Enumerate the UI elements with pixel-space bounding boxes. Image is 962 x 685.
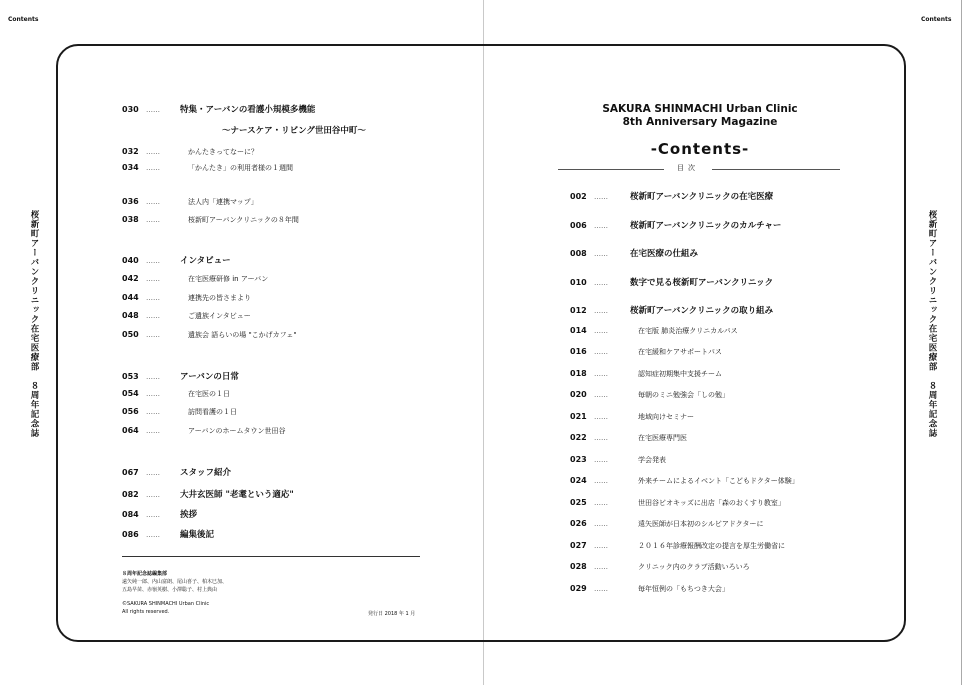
toc-entry bbox=[570, 498, 785, 508]
toc-entry bbox=[570, 369, 722, 379]
toc-leader-dots: …… bbox=[146, 106, 160, 114]
toc-title: インタビュー bbox=[180, 256, 231, 266]
toc-leader-dots: …… bbox=[146, 198, 160, 206]
toc-entry bbox=[570, 562, 750, 572]
toc-page-number: 032 bbox=[122, 147, 139, 156]
toc-title: 数字で見る桜新町アーバンクリニック bbox=[630, 278, 774, 288]
toc-entry bbox=[122, 426, 285, 436]
magazine-title bbox=[600, 103, 800, 129]
toc-leader-dots: …… bbox=[146, 216, 160, 224]
toc-leader-dots: …… bbox=[594, 413, 608, 421]
toc-page-number: 048 bbox=[122, 311, 139, 320]
toc-title: 遠矢医師が日本初のシルビアドクターに bbox=[638, 520, 764, 528]
toc-page-number: 054 bbox=[122, 389, 139, 398]
toc-title: 在宅版 肺炎治療クリニカルパス bbox=[638, 327, 738, 335]
toc-title: スタッフ紹介 bbox=[180, 468, 232, 478]
toc-title: 桜新町アーバンクリニックの８年間 bbox=[188, 216, 299, 224]
mokuji-rule-right bbox=[712, 169, 840, 170]
toc-leader-dots: …… bbox=[594, 434, 608, 442]
toc-leader-dots: …… bbox=[146, 164, 160, 172]
toc-entry bbox=[570, 412, 694, 422]
toc-title: 世田谷ビオキッズに出店「森のおくすり教室」 bbox=[638, 499, 785, 507]
toc-title: 在宅医療研修 in アーバン bbox=[188, 275, 269, 283]
toc-leader-dots: …… bbox=[594, 585, 608, 593]
toc-subtitle: 〜ナースケア・リビング世田谷中町〜 bbox=[222, 126, 366, 136]
toc-title: 大井玄医師 "老耄という適応" bbox=[180, 490, 294, 500]
toc-page-number: 030 bbox=[122, 105, 139, 114]
toc-title: アーバンのホームタウン世田谷 bbox=[188, 427, 286, 435]
toc-entry bbox=[570, 519, 764, 529]
toc-leader-dots: …… bbox=[146, 312, 160, 320]
issue-date: 発行日 2018 年 1 月 bbox=[368, 611, 416, 617]
toc-entry bbox=[122, 254, 231, 266]
toc-title: 特集・アーバンの看護小規模多機能 bbox=[180, 105, 316, 115]
toc-entry bbox=[570, 541, 785, 551]
toc-leader-dots: …… bbox=[594, 456, 608, 464]
content-frame bbox=[56, 44, 906, 642]
toc-title: ２０１６年診療報酬改定の提言を厚生労働省に bbox=[638, 542, 785, 550]
toc-entry bbox=[570, 190, 773, 202]
toc-entry bbox=[122, 528, 214, 540]
toc-entry bbox=[122, 147, 258, 157]
toc-title: 「かんたき」の利用者様の１週間 bbox=[188, 164, 293, 172]
toc-page-number: 044 bbox=[122, 293, 139, 302]
toc-page-number: 056 bbox=[122, 407, 139, 416]
toc-entry bbox=[570, 304, 773, 316]
toc-page-number: 036 bbox=[122, 197, 139, 206]
toc-leader-dots: …… bbox=[146, 148, 160, 156]
copyright-text: ©SAKURA SHINMACHI Urban Clinic bbox=[122, 601, 210, 607]
toc-leader-dots: …… bbox=[146, 491, 160, 499]
toc-title: 認知症初期集中支援チーム bbox=[638, 370, 722, 378]
toc-leader-dots: …… bbox=[594, 499, 608, 507]
toc-leader-dots: …… bbox=[146, 373, 160, 381]
toc-page-number: 018 bbox=[570, 369, 587, 378]
toc-leader-dots: …… bbox=[146, 531, 160, 539]
toc-page-number: 022 bbox=[570, 433, 587, 442]
toc-title: 法人内「連携マップ」 bbox=[188, 198, 258, 206]
toc-page-number: 029 bbox=[570, 584, 587, 593]
left-page-label: Contents bbox=[8, 16, 39, 23]
toc-leader-dots: …… bbox=[594, 250, 608, 258]
toc-entry bbox=[570, 390, 729, 400]
toc-entry bbox=[570, 584, 729, 594]
contents-heading: -Contents- bbox=[650, 140, 750, 158]
toc-entry bbox=[570, 476, 799, 486]
toc-leader-dots: …… bbox=[146, 511, 160, 519]
toc-title: 桜新町アーバンクリニックの在宅医療 bbox=[630, 192, 774, 202]
credits-divider bbox=[122, 556, 420, 557]
toc-leader-dots: …… bbox=[594, 542, 608, 550]
toc-entry bbox=[122, 330, 297, 340]
toc-entry bbox=[122, 215, 299, 225]
toc-page-number: 023 bbox=[570, 455, 587, 464]
toc-leader-dots: …… bbox=[594, 391, 608, 399]
toc-title: アーバンの日常 bbox=[180, 372, 239, 382]
toc-leader-dots: …… bbox=[146, 294, 160, 302]
credits-members-1: 遠矢純一郎、内山富朗、尾山喜子、柏木巳加、 bbox=[122, 579, 228, 585]
toc-leader-dots: …… bbox=[594, 307, 608, 315]
toc-title: ご遺族インタビュー bbox=[188, 312, 251, 320]
toc-entry bbox=[570, 276, 773, 288]
toc-page-number: 040 bbox=[122, 256, 139, 265]
toc-entry bbox=[122, 466, 231, 478]
toc-entry bbox=[122, 274, 268, 284]
toc-title: 毎年恒例の「もちつき大会」 bbox=[638, 585, 729, 593]
toc-title: 挨拶 bbox=[180, 510, 198, 520]
mokuji-label: 目次 bbox=[677, 164, 699, 172]
toc-leader-dots: …… bbox=[594, 222, 608, 230]
toc-page-number: 026 bbox=[570, 519, 587, 528]
toc-entry bbox=[122, 163, 293, 173]
toc-title: 在宅医療の仕組み bbox=[630, 249, 699, 259]
toc-page-number: 038 bbox=[122, 215, 139, 224]
toc-entry bbox=[570, 455, 666, 465]
toc-leader-dots: …… bbox=[594, 193, 608, 201]
toc-page-number: 021 bbox=[570, 412, 587, 421]
toc-entry bbox=[122, 508, 197, 520]
magazine-title-line-1: SAKURA SHINMACHI Urban Clinic bbox=[602, 103, 798, 115]
toc-entry bbox=[122, 103, 315, 115]
toc-page-number: 002 bbox=[570, 192, 587, 201]
toc-page-number: 012 bbox=[570, 306, 587, 315]
toc-leader-dots: …… bbox=[146, 408, 160, 416]
credits-heading: ８周年記念誌編集部 bbox=[122, 571, 168, 577]
toc-page-number: 016 bbox=[570, 347, 587, 356]
toc-title: かんたきってなーに？ bbox=[188, 148, 258, 156]
toc-page-number: 050 bbox=[122, 330, 139, 339]
toc-entry bbox=[122, 407, 237, 417]
toc-page-number: 067 bbox=[122, 468, 139, 477]
toc-page-number: 028 bbox=[570, 562, 587, 571]
toc-leader-dots: …… bbox=[594, 348, 608, 356]
toc-title: クリニック内のクラブ活動いろいろ bbox=[638, 563, 750, 571]
toc-page-number: 064 bbox=[122, 426, 139, 435]
toc-leader-dots: …… bbox=[594, 279, 608, 287]
toc-entry bbox=[122, 293, 251, 303]
toc-leader-dots: …… bbox=[594, 563, 608, 571]
toc-page-number: 008 bbox=[570, 249, 587, 258]
toc-entry bbox=[122, 197, 258, 207]
toc-title: 連携先の皆さまより bbox=[188, 294, 251, 302]
toc-page-number: 014 bbox=[570, 326, 587, 335]
toc-leader-dots: …… bbox=[594, 370, 608, 378]
toc-page-number: 020 bbox=[570, 390, 587, 399]
toc-page-number: 006 bbox=[570, 221, 587, 230]
toc-leader-dots: …… bbox=[594, 327, 608, 335]
toc-page-number: 042 bbox=[122, 274, 139, 283]
toc-page-number: 082 bbox=[122, 490, 139, 499]
right-page-label: Contents bbox=[921, 16, 952, 23]
toc-title: 学会発表 bbox=[638, 456, 666, 464]
toc-leader-dots: …… bbox=[146, 257, 160, 265]
toc-leader-dots: …… bbox=[146, 469, 160, 477]
toc-entry bbox=[122, 370, 239, 382]
toc-entry bbox=[122, 389, 230, 399]
toc-title: 毎朝のミニ勉強会「しの勉」 bbox=[638, 391, 729, 399]
toc-entry bbox=[570, 219, 781, 231]
toc-leader-dots: …… bbox=[146, 390, 160, 398]
toc-title: 在宅医の１日 bbox=[188, 390, 230, 398]
magazine-title-line-2: 8th Anniversary Magazine bbox=[622, 116, 778, 128]
toc-title: 在宅緩和ケアサポートパス bbox=[638, 348, 722, 356]
toc-page-number: 024 bbox=[570, 476, 587, 485]
toc-entry bbox=[570, 326, 738, 336]
toc-entry bbox=[122, 488, 294, 500]
toc-title: 桜新町アーバンクリニックの取り組み bbox=[630, 306, 774, 316]
left-vertical-title: 桜新町アーバンクリニック在宅医療部 ８周年記念誌 bbox=[29, 210, 39, 438]
toc-page-number: 053 bbox=[122, 372, 139, 381]
toc-page-number: 084 bbox=[122, 510, 139, 519]
toc-entry bbox=[122, 311, 251, 321]
toc-leader-dots: …… bbox=[594, 520, 608, 528]
toc-title: 外来チームによるイベント「こどもドクター体験」 bbox=[638, 477, 799, 485]
toc-leader-dots: …… bbox=[594, 477, 608, 485]
toc-leader-dots: …… bbox=[146, 275, 160, 283]
toc-title: 訪問看護の１日 bbox=[188, 408, 237, 416]
toc-title: 遺族会 語らいの場 "こかげカフェ" bbox=[188, 331, 297, 339]
toc-leader-dots: …… bbox=[146, 331, 160, 339]
toc-entry bbox=[570, 347, 722, 357]
toc-page-number: 086 bbox=[122, 530, 139, 539]
toc-title: 地域向けセミナー bbox=[638, 413, 694, 421]
toc-page-number: 025 bbox=[570, 498, 587, 507]
toc-page-number: 027 bbox=[570, 541, 587, 550]
toc-page-number: 010 bbox=[570, 278, 587, 287]
credits-members-2: 五島早苗、赤嶺英樹、小澤聡子、村上典由 bbox=[122, 587, 218, 593]
right-vertical-title: 桜新町アーバンクリニック在宅医療部 ８周年記念誌 bbox=[927, 210, 937, 438]
toc-leader-dots: …… bbox=[146, 427, 160, 435]
toc-page-number: 034 bbox=[122, 163, 139, 172]
toc-entry bbox=[570, 433, 687, 443]
toc-title: 在宅医療専門医 bbox=[638, 434, 687, 442]
rights-text: All rights reserved. bbox=[122, 609, 170, 615]
mokuji-rule-left bbox=[558, 169, 664, 170]
toc-title: 桜新町アーバンクリニックのカルチャー bbox=[630, 221, 782, 231]
toc-title: 編集後記 bbox=[180, 530, 215, 540]
toc-entry bbox=[570, 247, 698, 259]
